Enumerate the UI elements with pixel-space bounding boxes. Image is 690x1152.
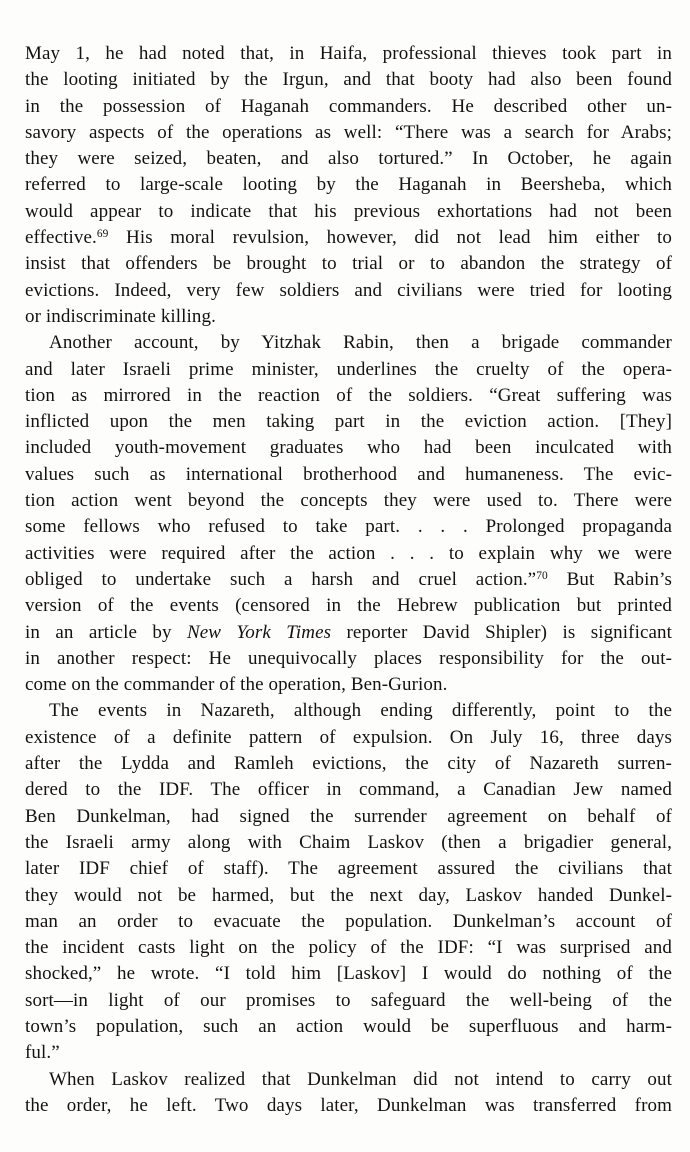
footnote-marker: 70	[536, 570, 548, 583]
text-line: sort—in light of our promises to safeguard the well-being of the	[25, 989, 672, 1011]
text-line: in the possession of Haganah commanders. He described other un-	[25, 95, 672, 117]
italic-text: New York Times	[186, 621, 332, 643]
text-line: insist that offenders be brought to trial or to abandon the strategy of	[25, 253, 672, 275]
text-line: later IDF chief of staff). The agreement assured the civilians that	[25, 858, 672, 880]
text-line: the looting initiated by the Irgun, and that booty had also been found	[25, 69, 672, 91]
text-line	[25, 225, 672, 251]
text-line: the incident casts light on the policy of the IDF: “I was surprised and	[25, 937, 672, 959]
text-line: inflicted upon the men taking part in the eviction action. [They]	[25, 411, 672, 433]
footnote-marker: 69	[96, 228, 109, 241]
text-line: activities were required after the action . . . to explain why we were	[25, 542, 672, 564]
text-line: dered to the IDF. The officer in command, a Canadian Jew named	[25, 779, 672, 801]
text-line: some fellows who refused to take part. . . . Prolonged propaganda	[25, 516, 672, 538]
text-line: tion as mirrored in the reaction of the soldiers. “Great suffering was	[25, 384, 672, 406]
text-line: ful.”	[25, 1042, 60, 1064]
text-line: the order, he left. Two days later, Dunkelman was transferred from	[25, 1094, 672, 1116]
text-line: shocked,” he wrote. “I told him [Laskov] I would do nothing of the	[25, 963, 672, 985]
paragraph	[25, 41, 672, 330]
text-line: included youth-movement graduates who had been inculcated with	[25, 437, 672, 459]
text-segment: But Rabin’s	[547, 568, 672, 590]
text-line: and later Israeli prime minister, underlines the cruelty of the opera-	[25, 358, 672, 380]
text-line: in another respect: He unequivocally places responsibility for the out-	[25, 647, 672, 669]
text-line: evictions. Indeed, very few soldiers and civilians were tried for looting	[25, 279, 672, 301]
text-line: The events in Nazareth, although ending differently, point to the	[49, 700, 672, 722]
text-line: version of the events (censored in the Hebrew publication but printed	[25, 595, 672, 617]
text-line: or indiscriminate killing.	[25, 305, 216, 327]
paragraph	[25, 330, 672, 698]
text-segment: effective.	[25, 227, 97, 249]
text-line: Ben Dunkelman, had signed the surrender agreement on behalf of	[25, 805, 672, 827]
text-block	[25, 41, 672, 1119]
text-line: town’s population, such an action would be superfluous and harm-	[25, 1015, 672, 1037]
text-line: values such as international brotherhood and humaneness. The evic-	[25, 463, 672, 485]
text-line: come on the commander of the operation, Ben-Gurion.	[25, 674, 448, 696]
text-line: the Israeli army along with Chaim Laskov (then a brigadier general,	[25, 831, 672, 853]
text-line: would appear to indicate that his previous exhortations had not been	[25, 200, 672, 222]
text-line: Another account, by Yitzhak Rabin, then a brigade commander	[49, 332, 672, 354]
text-segment: in an article by	[25, 621, 187, 643]
text-line: after the Lydda and Ramleh evictions, the city of Nazareth surren-	[25, 753, 672, 775]
text-line: existence of a definite pattern of expulsion. On July 16, three days	[25, 726, 672, 748]
text-line	[25, 620, 672, 646]
text-line: man an order to evacuate the population. Dunkelman’s account of	[25, 910, 672, 932]
text-line: they would not be harmed, but the next day, Laskov handed Dunkel-	[25, 884, 672, 906]
text-line: savory aspects of the operations as well: “There was a search for Arabs;	[25, 121, 672, 143]
text-line: May 1, he had noted that, in Haifa, professional thieves took part in	[25, 43, 672, 64]
paragraph	[25, 698, 672, 1066]
text-segment: obliged to undertake such a harsh and cruel action.”	[25, 568, 537, 590]
text-line: they were seized, beaten, and also tortured.” In October, he again	[25, 148, 672, 170]
text-line: When Laskov realized that Dunkelman did not intend to carry out	[49, 1068, 672, 1090]
text-line	[25, 567, 672, 593]
text-segment: His moral revulsion, however, did not lead him either to	[108, 227, 672, 249]
text-line: referred to large-scale looting by the Haganah in Beersheba, which	[25, 174, 672, 196]
text-line: tion action went beyond the concepts they were used to. There were	[25, 490, 672, 512]
text-segment: reporter David Shipler) is significant	[331, 621, 672, 643]
paragraph	[25, 1067, 672, 1120]
